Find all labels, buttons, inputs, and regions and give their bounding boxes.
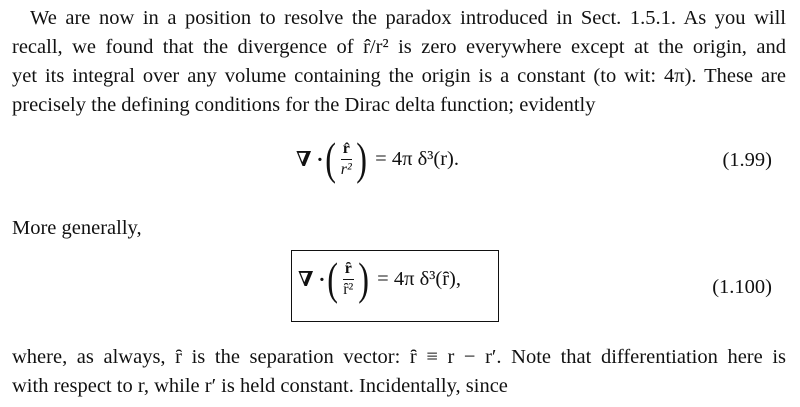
text-line-4: precisely the defining conditions for the Dirac delta function; evidently <box>12 94 596 116</box>
text-line-more-generally: More generally, <box>12 217 142 239</box>
equation-rhs: = 4π δ³(r). <box>375 147 459 170</box>
paragraph-intro <box>12 4 786 120</box>
equation-number-1-99: (1.99) <box>722 149 772 171</box>
right-paren: ) <box>358 253 369 304</box>
text-line-3: yet its integral over any volume containing the origin is a constant (to wit: 4π). These are <box>12 65 786 87</box>
equation-number-1-100: (1.100) <box>712 276 772 298</box>
fraction <box>341 141 352 178</box>
equation-1-100 <box>298 253 461 304</box>
fraction-bar <box>341 159 352 160</box>
fraction-bar <box>343 279 354 280</box>
divergence-operator: ∇ · <box>296 148 324 171</box>
paragraph-separation-vector <box>12 343 786 401</box>
text-line-1: We are now in a position to resolve the paradox introduced in Sect. 1.5.1. As you will <box>30 7 786 29</box>
fraction-numerator: ȓ <box>344 259 352 277</box>
right-paren: ) <box>356 133 367 184</box>
text-line-5: where, as always, ȓ is the separation vector: ȓ ≡ r − r′. Note that differentiation here is <box>12 346 786 368</box>
paragraph-more-generally <box>12 214 786 243</box>
text-line-6: with respect to r, while r′ is held constant. Incidentally, since <box>12 375 508 397</box>
fraction-denominator: ȓ² <box>343 280 354 298</box>
left-paren: ( <box>325 133 337 184</box>
fraction-numerator: r̂ <box>342 139 350 157</box>
fraction-denominator: r² <box>340 160 352 178</box>
equation-1-99 <box>296 133 459 184</box>
divergence-operator: ∇ · <box>298 268 326 291</box>
text-line-2: recall, we found that the divergence of r̂/r² is zero everywhere except at the origin, and <box>12 36 786 58</box>
equation-rhs: = 4π δ³(ȓ), <box>377 267 461 290</box>
fraction <box>343 261 354 298</box>
left-paren: ( <box>327 253 339 304</box>
